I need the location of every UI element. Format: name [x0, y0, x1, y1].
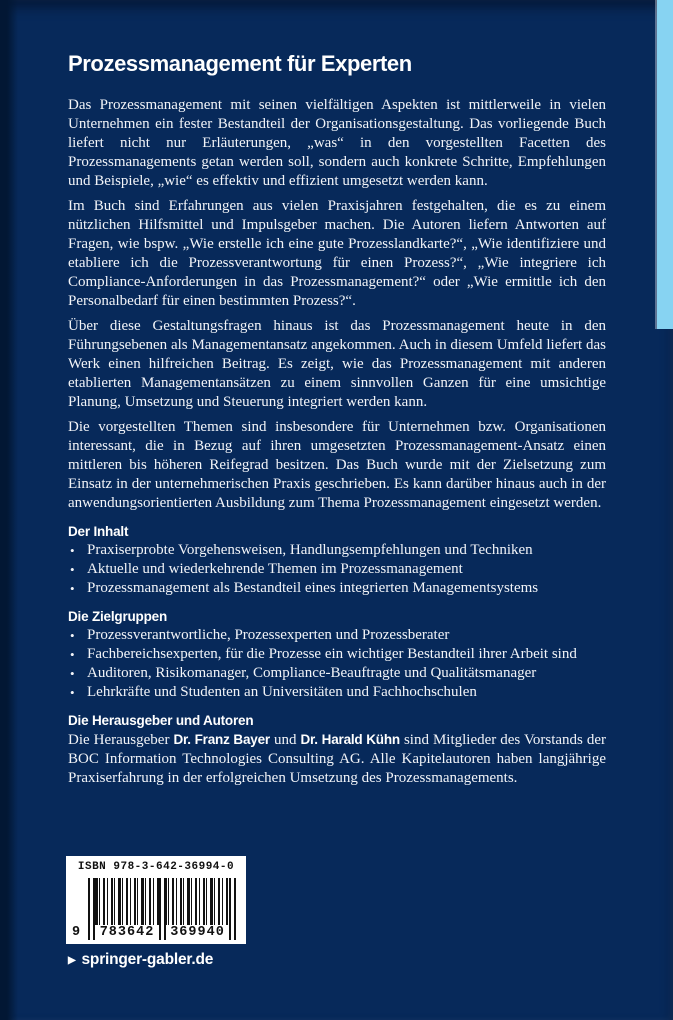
section-editors: [68, 711, 606, 788]
ean-group-left: 783642: [97, 925, 157, 940]
bullet-text: Lehrkräfte und Studenten an Universitäten und Fachhochschulen: [87, 684, 477, 700]
section-heading-contents: Der Inhalt: [68, 524, 129, 539]
arrow-icon: ▶: [68, 954, 76, 966]
bullet-icon: •: [70, 666, 75, 681]
body-paragraph: Die vorgestellten Themen sind insbesondere für Unternehmen bzw. Organisationen interessant, die in Bezug auf ihren umgesetzten Prozessmanagement-Ansatz einen mittleren bis höheren Reifegrad besitzen. Das Buch wurde mit der Zielsetzung zum Einsatz in der unternehmerischen Praxis geschrieben. Es kann darüber hinaus auch in der anwendungsorientierten Ausbildung zum Thema Prozessmanagement eingesetzt werden.: [68, 419, 606, 511]
bullet-text: Auditoren, Risikomanager, Compliance-Beauftragte und Qualitätsmanager: [87, 665, 537, 681]
bullet-icon: •: [70, 562, 75, 577]
bullet-text: Prozessmanagement als Bestandteil eines integrierten Managementsystems: [87, 580, 539, 596]
body-paragraph: Das Prozessmanagement mit seinen vielfältigen Aspekten ist mittlerweile in vielen Unternehmen ein fester Bestandteil der Organisationsgestaltung. Das vorliegende Buch liefert nicht nur Erläuterungen, „was“ in den vorgestellten Facetten des Prozessmanagements getan werden soll, sondern auch konkrete Schritte, Empfehlungen und Beispiele, „wie“ es effektiv und effizient umgesetzt werden kann.: [68, 97, 606, 189]
editors-text-run: Die Herausgeber: [68, 732, 174, 748]
ean-group-right: 369940: [168, 925, 227, 940]
bullet-item: [68, 541, 606, 560]
bullet-icon: •: [70, 647, 75, 662]
barcode-bars: [72, 878, 236, 940]
contents-bullet-list: [68, 541, 606, 598]
bullet-item: [68, 579, 606, 598]
bullet-icon: •: [70, 581, 75, 596]
bullet-item: [68, 664, 606, 683]
bullet-text: Aktuelle und wiederkehrende Themen im Prozessmanagement: [87, 561, 463, 577]
cover-text-block: [68, 51, 606, 788]
section-target-groups: [68, 607, 606, 702]
editors-text-run: und: [269, 732, 301, 748]
bullet-text: Praxiserprobte Vorgehensweisen, Handlungsempfehlungen und Techniken: [87, 542, 533, 558]
bullet-icon: •: [70, 543, 75, 558]
editors-text-run: sind Mitglieder des Vorstands der BOC Information Technologies Consulting AG. Alle Kapitelautoren haben langjährige Praxiserfahrung in der erfolgreichen Umsetzung des Prozessmanagements.: [68, 732, 607, 786]
bullet-item: [68, 645, 606, 664]
ean-digits: [72, 925, 236, 940]
spine-shadow: [0, 0, 18, 1020]
barcode: [66, 856, 246, 944]
target-groups-bullet-list: [68, 626, 606, 702]
bullet-icon: •: [70, 685, 75, 700]
editor-name: Dr. Franz Bayer: [173, 732, 270, 747]
bullet-text: Prozessverantwortliche, Prozessexperten und Prozessberater: [87, 627, 450, 643]
bullet-text: Fachbereichsexperten, für die Prozesse ein wichtiger Bestandteil ihrer Arbeit sind: [87, 646, 577, 662]
section-contents: [68, 522, 606, 598]
bullet-item: [68, 683, 606, 702]
bullet-icon: •: [70, 628, 75, 643]
accent-stripe: [655, 0, 673, 329]
description-paragraphs: [68, 96, 606, 513]
page-title: Prozessmanagement für Experten: [68, 51, 412, 76]
section-heading-target-groups: Die Zielgruppen: [68, 609, 168, 624]
section-heading-editors: Die Herausgeber und Autoren: [68, 713, 254, 728]
body-paragraph: Im Buch sind Erfahrungen aus vielen Praxisjahren festgehalten, die es zu einem nützlichen Hilfsmittel und Impulsgeber machen. Die Autoren liefern Antworten auf Fragen, wie bspw. „Wie erstelle ich eine gute Prozesslandkarte?“, „Wie identifiziere und etabliere ich die Prozessverantwortung für einen Prozess?“, „Wie integriere ich Compliance-Anforderungen in das Prozessmanagement?“ oder „Wie ermittle ich den Personalbedarf für einen bestimmten Prozess?“.: [68, 198, 606, 309]
bullet-item: [68, 626, 606, 645]
isbn-text: ISBN 978-3-642-36994-0: [77, 861, 235, 873]
bullet-item: [68, 560, 606, 579]
editor-name: Dr. Harald Kühn: [300, 732, 400, 747]
ean-lead-digit: 9: [72, 925, 81, 940]
editors-paragraph: [68, 730, 606, 788]
body-paragraph: Über diese Gestaltungsfragen hinaus ist das Prozessmanagement heute in den Führungsebenen als Managementansatz angekommen. Auch in diesem Umfeld liefert das Werk einen hilfreichen Beitrag. Es zeigt, wie das Prozessmanagement mit anderen etablierten Managementansätzen zu einem sinnvollen Ganzen für eine umsichtige Planung, Umsetzung und Steuerung integriert werden kann.: [68, 318, 606, 410]
publisher-url-label: springer-gabler.de: [81, 951, 214, 968]
publisher-url[interactable]: [68, 951, 213, 969]
